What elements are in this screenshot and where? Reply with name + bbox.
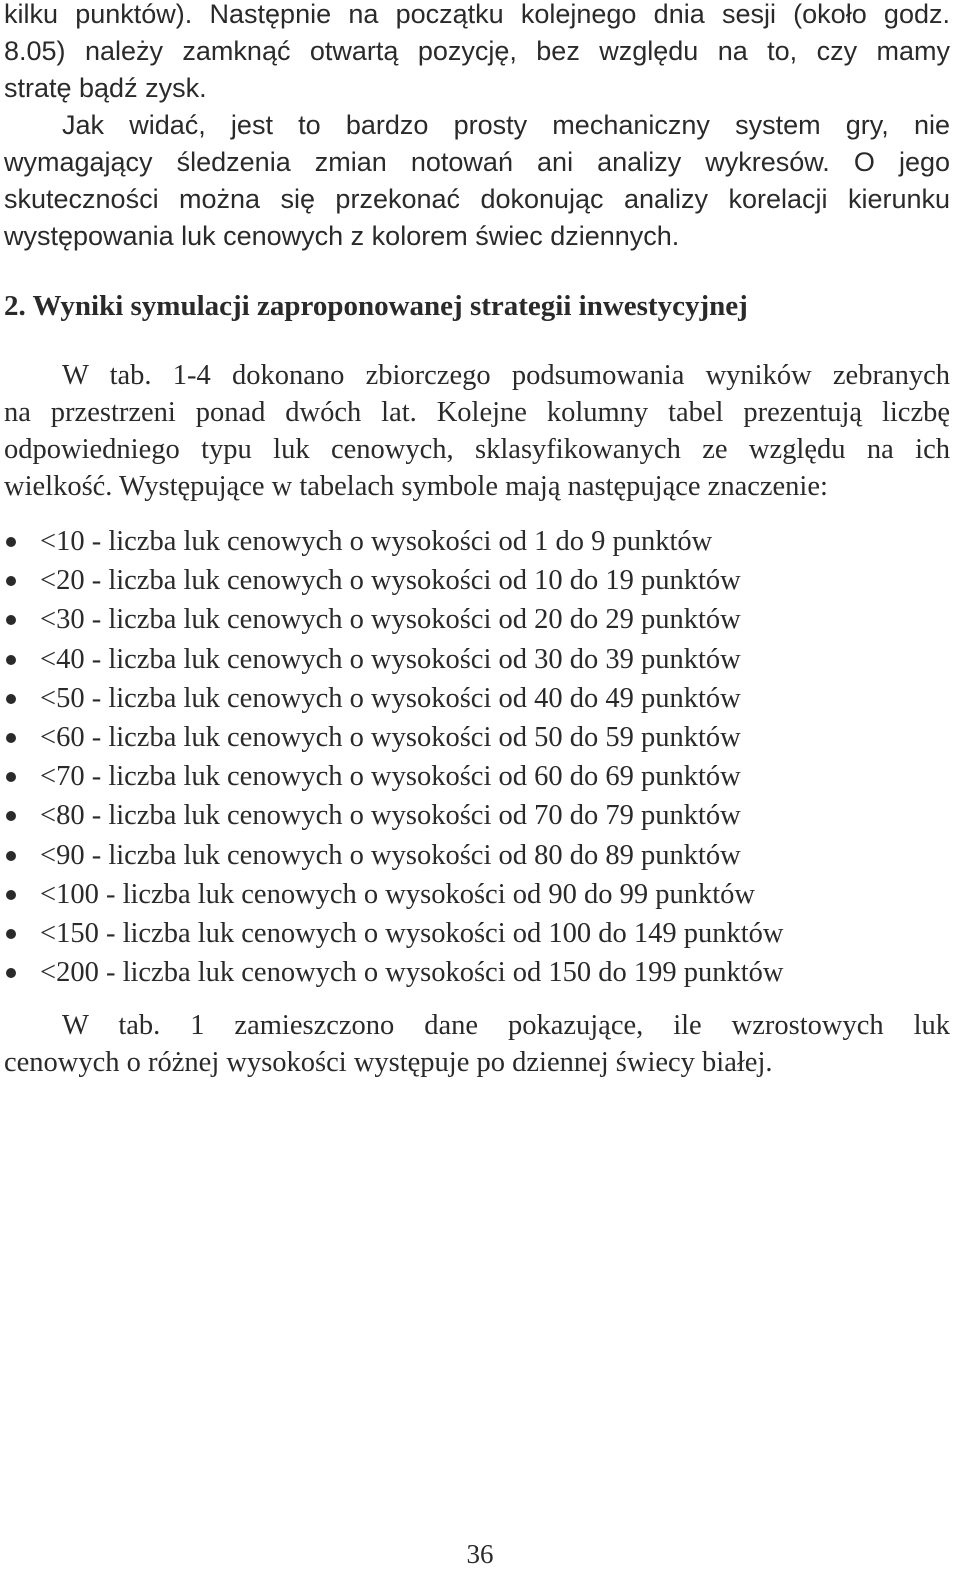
bullet-icon <box>6 537 16 547</box>
bullet-icon <box>6 890 16 900</box>
bullet-icon <box>6 811 16 821</box>
symbol-list <box>0 522 784 992</box>
list-item <box>0 600 784 639</box>
text-line: stratę bądź zysk. <box>4 73 207 103</box>
list-item-text: <80 - liczba luk cenowych o wysokości od 70 do 79 punktów <box>40 800 741 832</box>
list-item <box>0 914 784 953</box>
bullet-icon <box>6 576 16 586</box>
text-line: odpowiedniego typu luk cenowych, sklasyfikowanych ze względu na ich <box>4 434 950 465</box>
bullet-icon <box>6 772 16 782</box>
list-item <box>0 875 784 914</box>
bullet-icon <box>6 694 16 704</box>
closing-paragraph <box>4 1007 950 1081</box>
list-item <box>0 836 784 875</box>
summary-paragraph <box>4 357 950 505</box>
bullet-icon <box>6 733 16 743</box>
list-item-text: <30 - liczba luk cenowych o wysokości od 20 do 29 punktów <box>40 604 741 636</box>
text-line: skuteczności można się przekonać dokonując analizy korelacji kierunku <box>4 184 950 214</box>
text-line: wymagający śledzenia zmian notowań ani analizy wykresów. O jego <box>4 147 950 177</box>
text-line: cenowych o różnej wysokości występuje po dziennej świecy białej. <box>4 1047 773 1078</box>
list-item <box>0 718 784 757</box>
list-item <box>0 640 784 679</box>
intro-paragraph <box>4 0 950 255</box>
bullet-icon <box>6 929 16 939</box>
text-line: występowania luk cenowych z kolorem świec dziennych. <box>4 221 680 251</box>
bullet-icon <box>6 615 16 625</box>
list-item-text: <40 - liczba luk cenowych o wysokości od 30 do 39 punktów <box>40 643 741 675</box>
list-item <box>0 757 784 796</box>
list-item-text: <60 - liczba luk cenowych o wysokości od 50 do 59 punktów <box>40 721 741 753</box>
list-item-text: <20 - liczba luk cenowych o wysokości od 10 do 19 punktów <box>40 565 741 597</box>
bullet-icon <box>6 655 16 665</box>
text-line: W tab. 1-4 dokonano zbiorczego podsumowania wyników zebranych <box>62 360 950 391</box>
list-item-text: <100 - liczba luk cenowych o wysokości od 90 do 99 punktów <box>40 878 756 910</box>
list-item-text: <90 - liczba luk cenowych o wysokości od 80 do 89 punktów <box>40 839 741 871</box>
list-item <box>0 561 784 600</box>
list-item <box>0 796 784 835</box>
bullet-icon <box>6 851 16 861</box>
bullet-icon <box>6 968 16 978</box>
list-item-text: <70 - liczba luk cenowych o wysokości od 60 do 69 punktów <box>40 761 741 793</box>
text-line: W tab. 1 zamieszczono dane pokazujące, ile wzrostowych luk <box>62 1010 950 1041</box>
text-line: wielkość. Występujące w tabelach symbole mają następujące znaczenie: <box>4 471 828 502</box>
list-item <box>0 522 784 561</box>
text-line: 8.05) należy zamknąć otwartą pozycję, bez względu na to, czy mamy <box>4 36 950 66</box>
list-item-text: <50 - liczba luk cenowych o wysokości od 40 do 49 punktów <box>40 682 741 714</box>
list-item-text: <150 - liczba luk cenowych o wysokości od 100 do 149 punktów <box>40 917 784 949</box>
section-heading: 2. Wyniki symulacji zaproponowanej strategii inwestycyjnej <box>4 290 748 322</box>
text-line: Jak widać, jest to bardzo prosty mechaniczny system gry, nie <box>62 110 950 140</box>
list-item <box>0 679 784 718</box>
list-item <box>0 953 784 992</box>
text-line: na przestrzeni ponad dwóch lat. Kolejne kolumny tabel prezentują liczbę <box>4 397 950 428</box>
list-item-text: <10 - liczba luk cenowych o wysokości od 1 do 9 punktów <box>40 526 713 557</box>
page-number: 36 <box>466 1539 494 1569</box>
list-item-text: <200 - liczba luk cenowych o wysokości od 150 do 199 punktów <box>40 957 784 989</box>
text-line: kilku punktów). Następnie na początku kolejnego dnia sesji (około godz. <box>4 0 950 29</box>
